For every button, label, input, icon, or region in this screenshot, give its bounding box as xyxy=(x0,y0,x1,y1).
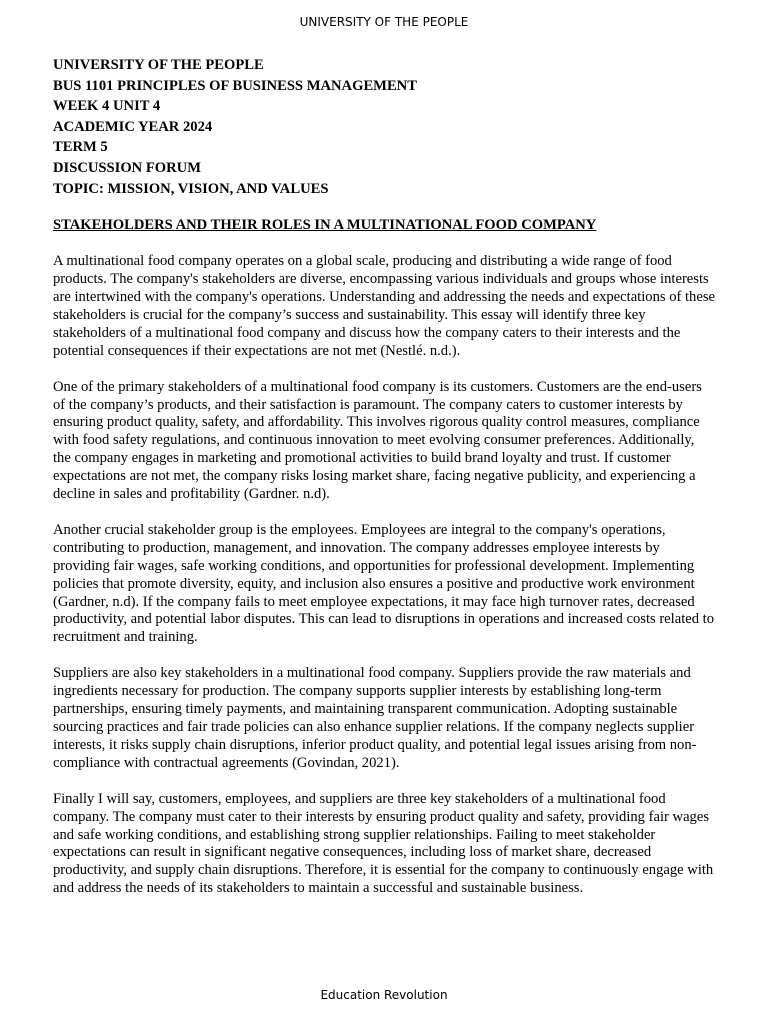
heading-academic-year: ACADEMIC YEAR 2024 xyxy=(53,118,213,135)
heading-forum: DISCUSSION FORUM xyxy=(53,159,201,176)
heading-course: BUS 1101 PRINCIPLES OF BUSINESS MANAGEMENT xyxy=(53,77,417,94)
paragraph-customers: One of the primary stakeholders of a multinational food company is its customers. Customers are the end-users of the company’s products, and their satisfaction is paramount. The company caters to customer interests by ensuring product quality, safety, and affordability. This involves rigorous quality control measures, compliance with food safety regulations, and continuous innovation to meet evolving consumer preferences. Additionally, the company engages in marketing and promotional activities to build brand loyalty and trust. If customer expectations are not met, the company risks losing market share, facing negative publicity, and experiencing a decline in sales and profitability (Gardner. n.d). xyxy=(53,378,702,503)
heading-block xyxy=(53,55,715,199)
page-header: UNIVERSITY OF THE PEOPLE xyxy=(299,15,469,29)
heading-topic: TOPIC: MISSION, VISION, AND VALUES xyxy=(53,180,329,197)
page-footer: Education Revolution xyxy=(320,988,448,1002)
essay-title: STAKEHOLDERS AND THEIR ROLES IN A MULTINATIONAL FOOD COMPANY xyxy=(53,217,597,234)
paragraph-suppliers: Suppliers are also key stakeholders in a multinational food company. Suppliers provide the raw materials and ingredients necessary for production. The company supports supplier interests by establishing long-term partnerships, ensuring timely payments, and maintaining transparent communication. Adopting sustainable sourcing practices and fair trade policies can also enhance supplier relations. If the company neglects supplier interests, it risks supply chain disruptions, inferior product quality, and potential legal issues arising from non-compliance with contractual agreements (Govindan, 2021). xyxy=(53,665,697,771)
heading-university: UNIVERSITY OF THE PEOPLE xyxy=(53,57,264,73)
heading-week: WEEK 4 UNIT 4 xyxy=(53,98,161,115)
heading-term: TERM 5 xyxy=(53,139,108,156)
paragraph-conclusion: Finally I will say, customers, employees, and suppliers are three key stakeholders of a multinational food company. The company must cater to their interests by ensuring product quality and safety, providing fair wages and safe working conditions, and establishing strong supplier relationships. Failing to meet stakeholder expectations can result in significant negative consequences, including loss of market share, decreased productivity, and supply chain disruptions. Therefore, it is essential for the company to continuously engage with and address the needs of its stakeholders to maintain a successful and sustainable business. xyxy=(53,790,714,897)
paragraph-intro: A multinational food company operates on a global scale, producing and distributing a wide range of food products. The company's stakeholders are diverse, encompassing various individuals and groups whose interests are intertwined with the company's operations. Understanding and addressing the needs and expectations of these stakeholders is crucial for the company’s success and sustainability. This essay will identify three key stakeholders of a multinational food company and discuss how the company caters to their interests and the potential consequences if their expectations are not met (Nestlé. n.d.). xyxy=(53,253,715,359)
paragraph-employees: Another crucial stakeholder group is the employees. Employees are integral to the company's operations, contributing to production, management, and innovation. The company addresses employee interests by providing fair wages, safe working conditions, and opportunities for professional development. Implementing policies that promote diversity, equity, and inclusion also ensures a positive and productive work environment (Gardner, n.d). If the company fails to meet employee expectations, it may face high turnover rates, decreased productivity, and potential labor disputes. This can lead to disruptions in operations and increased costs related to recruitment and training. xyxy=(53,521,715,646)
document-body xyxy=(53,55,715,916)
